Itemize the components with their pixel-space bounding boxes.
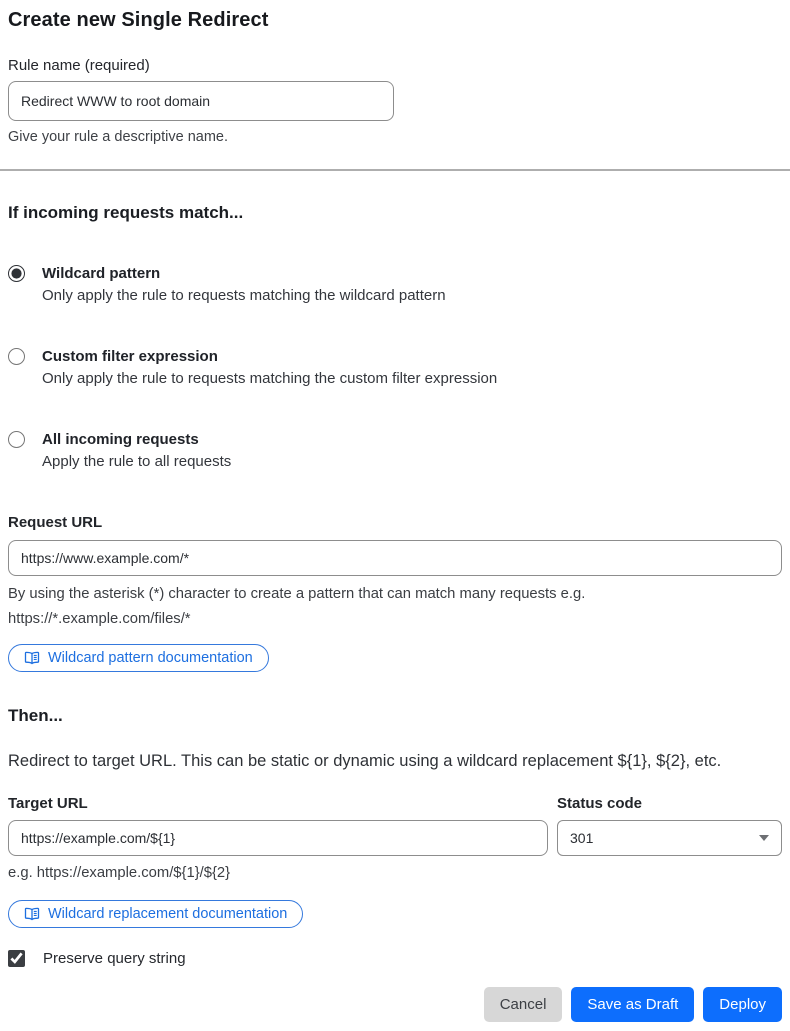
request-url-input[interactable] [8, 540, 782, 576]
radio-label: All incoming requests [42, 430, 199, 448]
custom-filter-radio[interactable] [8, 348, 25, 365]
target-url-input[interactable] [8, 820, 548, 856]
radio-label: Wildcard pattern [42, 264, 161, 282]
target-url-group [8, 772, 548, 856]
radio-description: Only apply the rule to requests matching the wildcard pattern [42, 286, 446, 304]
radio-label: Custom filter expression [42, 347, 218, 365]
target-url-label: Target URL [8, 794, 88, 812]
match-section-heading: If incoming requests match... [8, 202, 244, 222]
radio-description: Only apply the rule to requests matching the custom filter expression [42, 369, 498, 387]
rule-name-helper: Give your rule a descriptive name. [8, 129, 229, 145]
request-url-helper-line2: https://*.example.com/files/* [8, 610, 191, 627]
cancel-button[interactable]: Cancel [484, 987, 563, 1022]
match-type-radio-group [8, 263, 782, 473]
target-url-helper: e.g. https://example.com/${1}/${2} [8, 864, 231, 881]
radio-option-custom-filter[interactable] [8, 346, 782, 390]
then-description: Redirect to target URL. This can be static or dynamic using a wildcard replacement ${1}, ${2}, etc. [8, 751, 722, 770]
wildcard-pattern-radio[interactable] [8, 265, 25, 282]
target-row [8, 772, 782, 856]
wildcard-replacement-docs-button[interactable] [8, 900, 303, 928]
radio-option-wildcard-pattern[interactable] [8, 263, 782, 307]
preserve-query-checkbox[interactable] [8, 950, 25, 967]
rule-name-input[interactable] [8, 81, 394, 121]
all-requests-radio[interactable] [8, 431, 25, 448]
request-url-helper [8, 582, 782, 632]
then-section-heading: Then... [8, 705, 63, 725]
wildcard-pattern-docs-button[interactable] [8, 644, 269, 672]
preserve-query-label: Preserve query string [43, 949, 186, 967]
page-title: Create new Single Redirect [8, 9, 269, 31]
book-open-icon [24, 906, 40, 922]
request-url-label: Request URL [8, 513, 103, 531]
preserve-query-row[interactable] [8, 950, 782, 967]
radio-description: Apply the rule to all requests [42, 452, 232, 470]
rule-name-label: Rule name (required) [8, 57, 150, 74]
status-code-label: Status code [557, 794, 643, 812]
book-open-icon [24, 650, 40, 666]
doc-button-label: Wildcard replacement documentation [48, 905, 288, 922]
deploy-button[interactable]: Deploy [703, 987, 782, 1022]
section-divider [0, 169, 790, 171]
status-code-value: 301 [570, 829, 594, 846]
status-code-select[interactable] [557, 820, 782, 856]
save-as-draft-button[interactable]: Save as Draft [571, 987, 694, 1022]
doc-button-label: Wildcard pattern documentation [48, 649, 253, 666]
chevron-down-icon [759, 835, 769, 841]
footer-actions [8, 987, 782, 1022]
radio-option-all-requests[interactable] [8, 429, 782, 473]
status-code-group [557, 772, 782, 856]
request-url-helper-line1: By using the asterisk (*) character to create a pattern that can match many requests e.g. [8, 585, 586, 602]
